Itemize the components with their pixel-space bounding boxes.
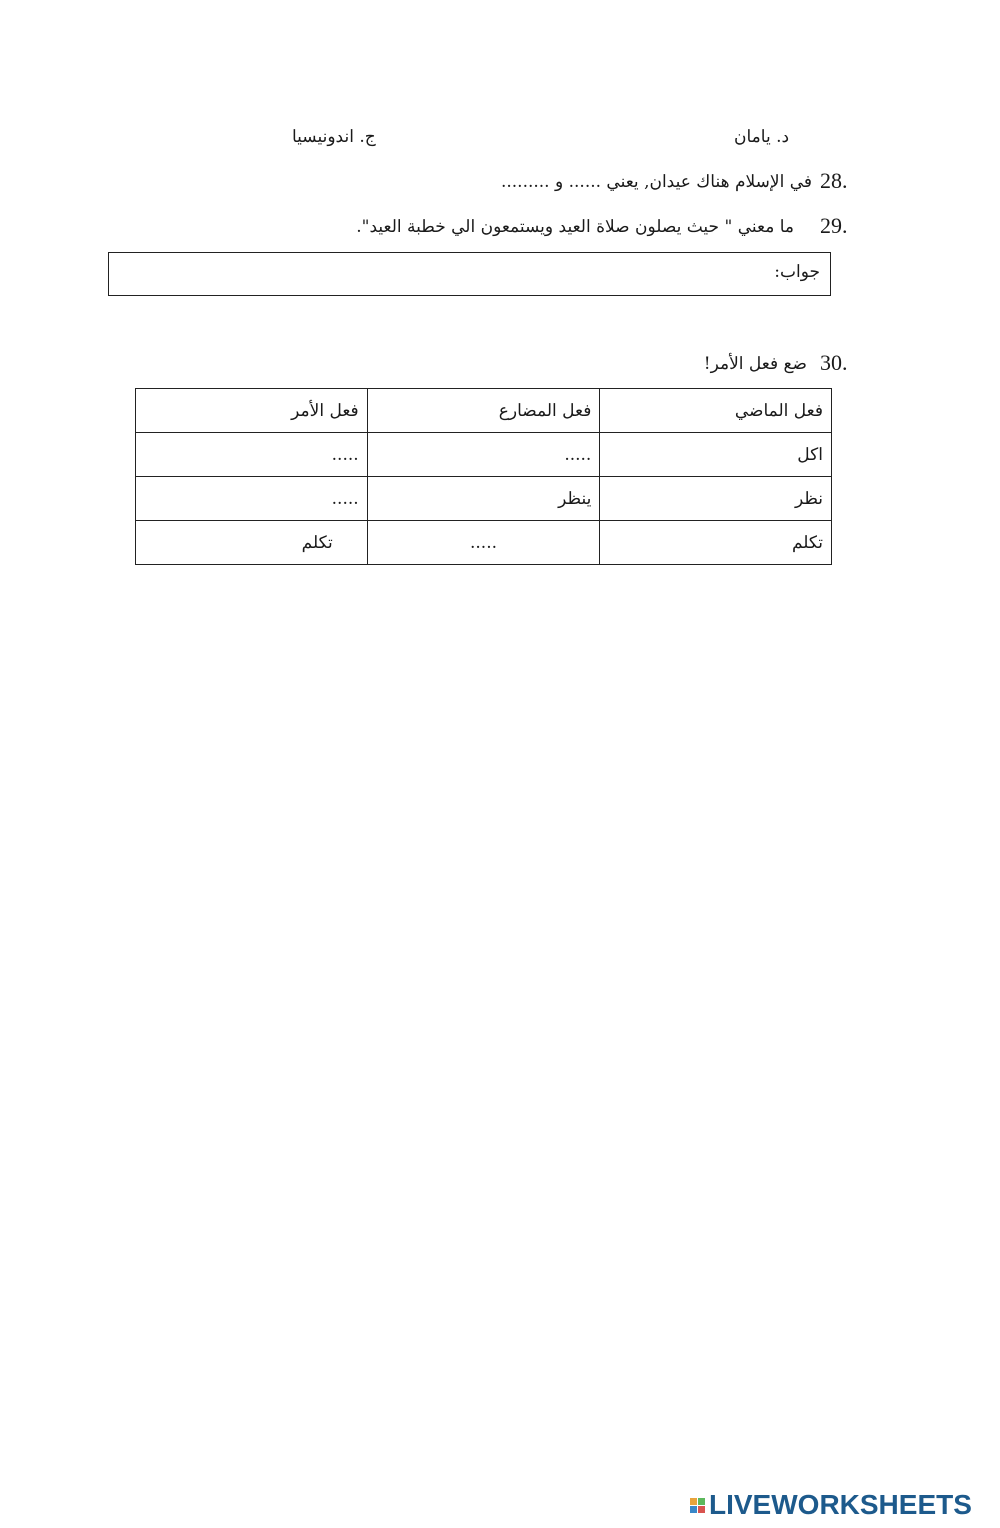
question-28-number: 28.	[820, 168, 848, 193]
header-past: فعل الماضي	[600, 389, 832, 433]
answer-box[interactable]	[108, 252, 831, 296]
table-row	[136, 477, 832, 521]
answer-field[interactable]: .....	[136, 433, 368, 477]
brand-name: LIVEWORKSHEETS	[709, 1489, 972, 1520]
answer-field[interactable]: .....	[136, 477, 368, 521]
cell-present: ينظر	[367, 477, 600, 521]
question-29-number: 29.	[820, 213, 848, 238]
table-row	[136, 433, 832, 477]
question-30-number: 30.	[820, 350, 848, 375]
header-imperative: فعل الأمر	[136, 389, 368, 433]
option-d: د. يامان	[734, 127, 790, 147]
verb-table	[135, 388, 832, 565]
table-header-row	[136, 389, 832, 433]
cell-past: نظر	[600, 477, 832, 521]
table-row	[136, 521, 832, 565]
question-29-text: ما معني " حيث يصلون صلاة العيد ويستمعون الي خطبة العيد".	[356, 217, 794, 237]
cell-imperative: تكلم	[136, 521, 368, 565]
header-present: فعل المضارع	[367, 389, 600, 433]
answer-field[interactable]: .....	[367, 433, 600, 477]
cell-past: تكلم	[600, 521, 832, 565]
cell-past: اكل	[600, 433, 832, 477]
answer-label: جواب:	[774, 262, 820, 282]
liveworksheets-logo-icon	[690, 1498, 705, 1513]
answer-field[interactable]: .....	[367, 521, 600, 565]
question-28-text: في الإسلام هناك عيدان, يعني ...... و .........	[500, 172, 812, 192]
liveworksheets-logo	[690, 1490, 972, 1520]
option-j: ج. اندونيسيا	[292, 127, 376, 147]
question-30-text: ضع فعل الأمر!	[703, 354, 807, 374]
